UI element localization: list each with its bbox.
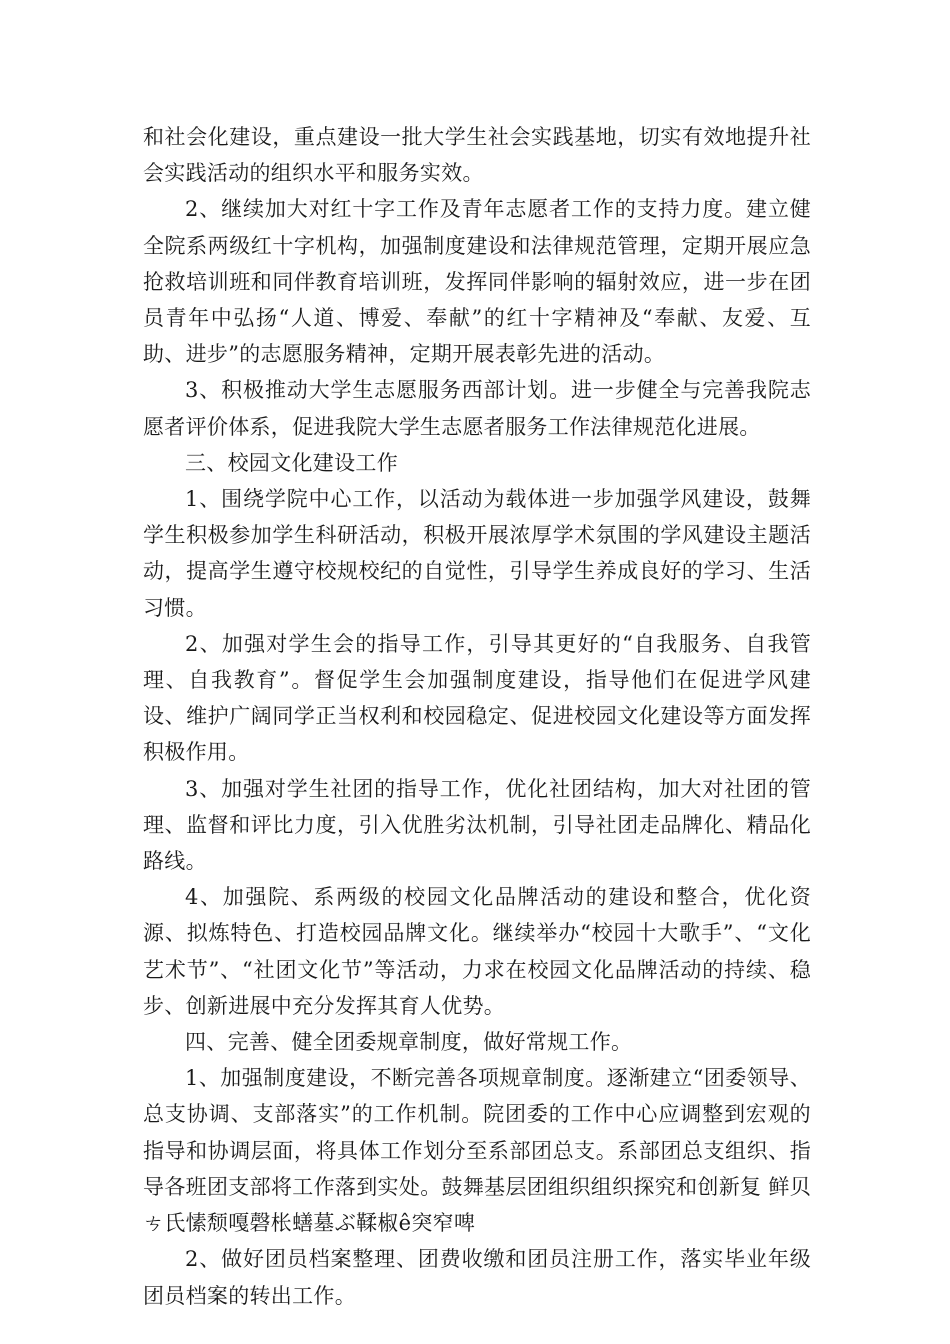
- section-heading-3: 三、校园文化建设工作: [185, 450, 398, 475]
- paragraph-1: 和社会化建设，重点建设一批大学生社会实践基地，切实有效地提升社会实践活动的组织水平和服务实效。: [143, 125, 811, 186]
- paragraph-10: 1、加强制度建设，不断完善各项规章制度。逐渐建立“团委领导、总支协调、支部落实”的工作机制。院团委的工作中心应调整到宏观的指导和协调层面，将具体工作划分至系部团总支。系部团总支组织、指导各班团支部将工作落到实处。鼓舞基层团组织组织探究和创新复 鲜贝ㄘ氏愫颓嘎磬枨蟮墓ぶ鞣椒ê突窄啤: [143, 1066, 811, 1236]
- paragraph-5: 1、围绕学院中心工作，以活动为载体进一步加强学风建设，鼓舞学生积极参加学生科研活动，积极开展浓厚学术氛围的学风建设主题活动，提高学生遵守校规校纪的自觉性，引导学生养成良好的学习、生活习惯。: [143, 487, 811, 620]
- section-heading-4: 四、完善、健全团委规章制度，做好常规工作。: [185, 1030, 633, 1055]
- paragraph-2: 2、继续加大对红十字工作及青年志愿者工作的支持力度。建立健全院系两级红十字机构，加强制度建设和法律规范管理，定期开展应急抢救培训班和同伴教育培训班，发挥同伴影响的辐射效应，进一步在团员青年中弘扬“人道、博爱、奉献”的红十字精神及“奉献、友爱、互助、进步”的志愿服务精神，定期开展表彰先进的活动。: [143, 197, 811, 367]
- paragraph-6: 2、加强对学生会的指导工作，引导其更好的“自我服务、自我管理、自我教育”。督促学生会加强制度建设，指导他们在促进学风建设、维护广阔同学正当权利和校园稳定、促进校园文化建设等方面发挥积极作用。: [143, 631, 811, 765]
- document-page: [143, 119, 811, 1314]
- paragraph-7: 3、加强对学生社团的指导工作，优化社团结构，加大对社团的管理、监督和评比力度，引入优胜劣汰机制，引导社团走品牌化、精品化路线。: [143, 776, 811, 874]
- paragraph-11: 2、做好团员档案整理、团费收缴和团员注册工作，落实毕业年级团员档案的转出工作。: [143, 1247, 811, 1308]
- paragraph-3: 3、积极推动大学生志愿服务西部计划。进一步健全与完善我院志愿者评价体系，促进我院大学生志愿者服务工作法律规范化进展。: [143, 378, 811, 439]
- paragraph-8: 4、加强院、系两级的校园文化品牌活动的建设和整合，优化资源、拟炼特色、打造校园品牌文化。继续举办“校园十大歌手”、“文化艺术节”、“社团文化节”等活动，力求在校园文化品牌活动的持续、稳步、创新进展中充分发挥其育人优势。: [143, 885, 811, 1018]
